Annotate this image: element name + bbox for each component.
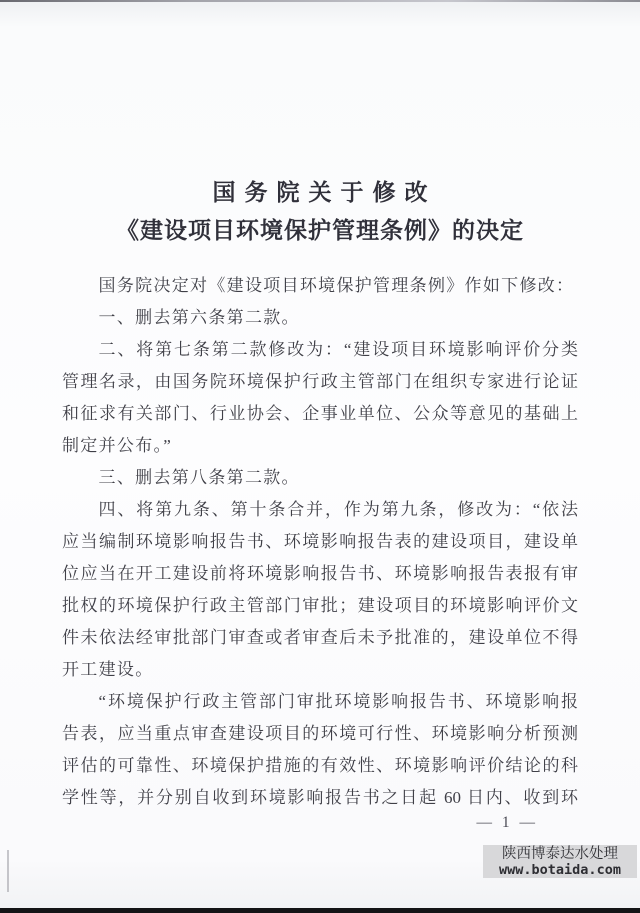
- watermark-company-name: 陕西博泰达水处理: [502, 846, 618, 862]
- title-line-2: 《建设项目环境保护管理条例》的决定: [116, 218, 524, 243]
- watermark-badge: [483, 845, 637, 878]
- body-line: “环境保护行政主管部门审批环境影响报告书、环境影响报: [98, 692, 578, 711]
- body-line: 学性等，并分别自收到环境影响报告书之日起 60 日内、收到环: [62, 788, 578, 807]
- body-line: 国务院决定对《建设项目环境保护管理条例》作如下修改：: [98, 276, 575, 295]
- body-line: 和征求有关部门、行业协会、企事业单位、公众等意见的基础上: [62, 404, 578, 423]
- document-title: [0, 176, 640, 250]
- body-line: 告表，应当重点审查建设项目的环境可行性、环境影响分析预测: [62, 724, 578, 743]
- body-line: 评估的可靠性、环境保护措施的有效性、环境影响评价结论的科: [62, 756, 578, 775]
- body-line: 二、将第七条第二款修改为：“建设项目环境影响评价分类: [98, 340, 578, 359]
- title-line-1: 国务院关于修改: [212, 180, 437, 205]
- body-line: 管理名录，由国务院环境保护行政主管部门在组织专家进行论证: [62, 372, 578, 391]
- scan-left-edge: [7, 850, 9, 892]
- body-line: 三、删去第八条第二款。: [98, 468, 300, 487]
- scan-top-edge: [0, 0, 640, 2]
- body-line: 应当编制环境影响报告书、环境影响报告表的建设项目，建设单: [62, 532, 578, 551]
- scan-bottom-strip: [0, 908, 640, 913]
- page-number: — 1 —: [476, 814, 538, 831]
- document-body: [62, 270, 578, 814]
- body-line: 开工建设。: [62, 660, 154, 679]
- watermark-url: www.botaida.com: [499, 862, 621, 878]
- body-line: 件未依法经审批部门审查或者审查后未予批准的，建设单位不得: [62, 628, 578, 647]
- body-line: 批权的环境保护行政主管部门审批；建设项目的环境影响评价文: [62, 596, 578, 615]
- body-line: 一、删去第六条第二款。: [98, 308, 300, 327]
- body-line: 四、将第九条、第十条合并，作为第九条，修改为：“依法: [98, 500, 578, 519]
- body-line: 制定并公布。”: [62, 436, 173, 455]
- body-line: 位应当在开工建设前将环境影响报告书、环境影响报告表报有审: [62, 564, 578, 583]
